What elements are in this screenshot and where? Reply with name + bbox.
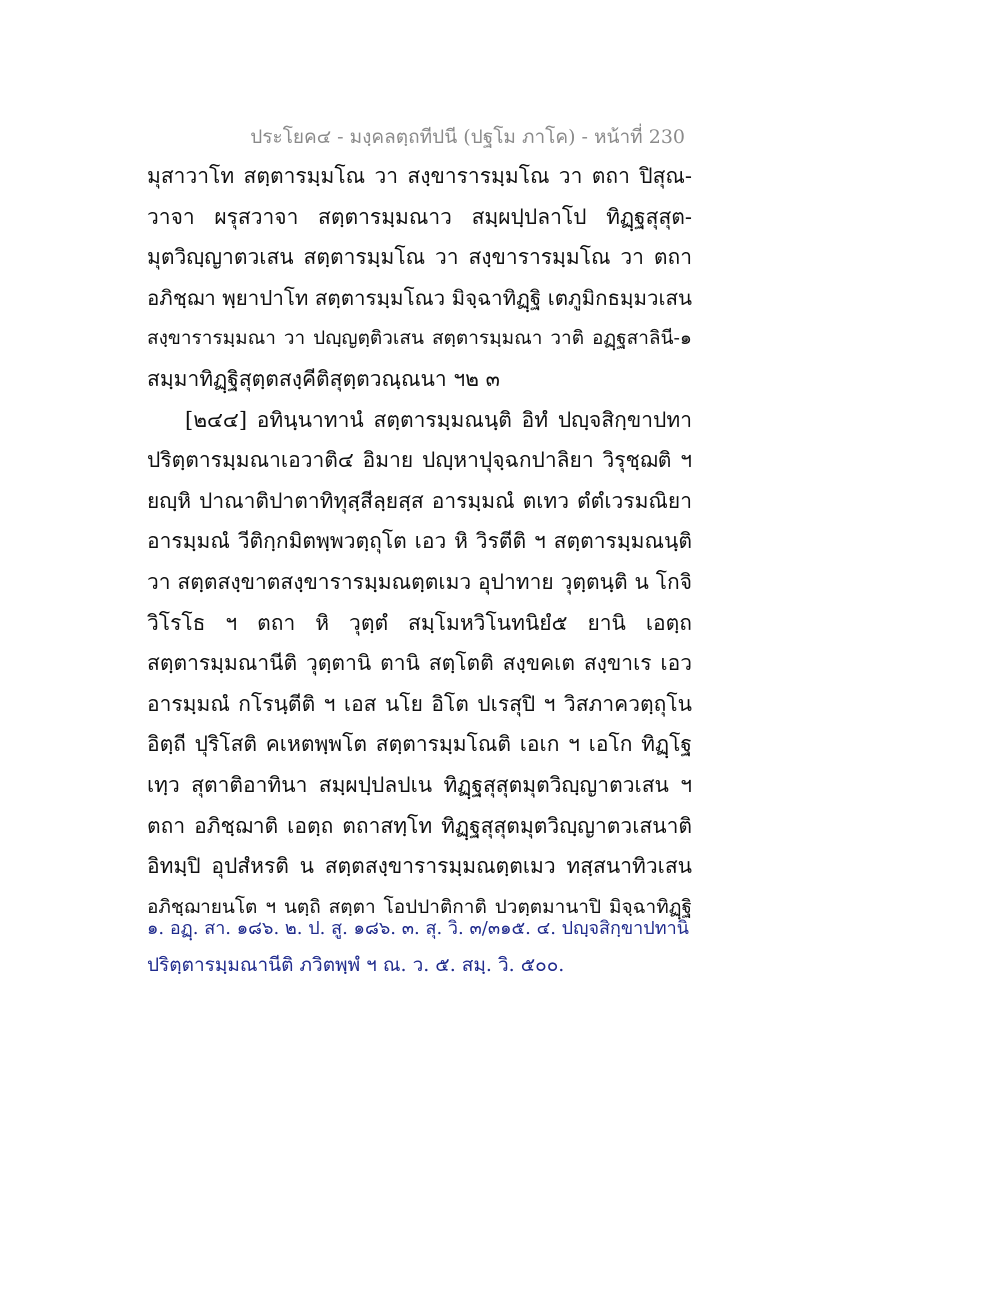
footnotes [147,911,692,983]
text-line: เทฺว สุตาติอาทินา สมฺผปฺปลปเน ทิฏฺฐสุสุตมุตวิญฺญาตวเสน ฯ [147,772,692,797]
text-line: มุสาวาโท สตฺตารมฺมโณ วา สงฺขารารมฺมโณ วา ตถา ปิสุณ- [147,164,692,188]
text-line: อิตฺถี ปุริโสติ คเหตพฺพโต สตฺตารมฺมโณติ เอเก ฯ เอโก ทิฏฺโฐ [147,732,692,757]
text-line: ตถา อภิชฺฌาติ เอตฺถ ตถาสทฺโท ทิฏฺฐสุสุตมุตวิญฺญาตวเสนาติ [147,813,692,838]
text-line: ปริตฺตารมฺมณาเอวาติ๔ อิมาย ปญฺหาปุจฺฉกปาลิยา วิรุชฺฌติ ฯ [147,448,692,473]
text-line: อิทมฺปิ อุปสํหรติ น สตฺตสงฺขารารมฺมณตฺตเมว ทสฺสนาทิวเสน [147,854,692,879]
text-line: ยญฺหิ ปาณาติปาตาทิทุสฺสีลฺยสฺส อารมฺมณํ ตเทว ตํตํเวรมณิยา [147,488,692,513]
text-line: มุตวิญฺญาตวเสน สตฺตารมฺมโณ วา สงฺขารารมฺมโณ วา ตถา [147,245,692,270]
text-line: วิโรโธ ฯ ตถา หิ วุตฺตํ สมฺโมหวิโนทนิยํ๕ ยานิ เอตฺถ [147,610,692,635]
text-line: สงฺขารารมฺมณา วา ปญฺญตฺติวเสน สตฺตารมฺมณา วาติ อฏฺฐสาลินี-๑ [147,327,692,350]
text-line: สตฺตารมฺมณานีติ วุตฺตานิ ตานิ สตฺโตติ สงฺขคเต สงฺขาเร เอว [147,651,692,676]
text-line: อภิชฺฌา พฺยาปาโท สตฺตารมฺมโณว มิจฺฉาทิฏฺฐิ เตภูมิกธมฺมวเสน [147,285,693,310]
text-line: วา สตฺตสงฺขาตสงฺขารารมฺมณตฺตเมว อุปาทาย วุตฺตนฺติ น โกจิ [147,569,692,594]
footnote-line: ๑. อฏฺ. สา. ๑๘๖. ๒. ป. สู. ๑๘๖. ๓. สุ. วิ. ๓/๓๑๕. ๔. ปญฺจสิกฺขาปทานิ [147,918,689,939]
text-line: อารมฺมณํ กโรนฺตีติ ฯ เอส นโย อิโต ปเรสุปิ ฯ วิสภาควตฺถุโน [147,691,692,716]
text-line: อารมฺมณํ วีติกฺกมิตพฺพวตฺถุโต เอว หิ วิรตีติ ฯ สตฺตารมฺมณนฺติ [147,529,692,554]
text-line: วาจา ผรุสวาจา สตฺตารมฺมณาว สมฺผปฺปลาโป ทิฏฺฐสุสุต- [147,204,692,229]
footnote-line: ปริตฺตารมฺมณานีติ ภวิตพฺพํ ฯ ณ. ว. ๕. สมฺ. วิ. ๕๐๐. [147,954,565,976]
paragraph-start-line: [๒๔๔] อทินฺนาทานํ สตฺตารมฺมณนฺติ อิทํ ปญฺจสิกฺขาปทา [185,407,692,432]
running-header: ประโยค๔ - มงฺคลตฺถทีปนี (ปฐโม ภาโค) - หน้าที่ 230 [250,126,685,148]
text-line: สมฺมาทิฏฺฐิสุตฺตสงฺคีติสุตฺตวณฺณนา ฯ๒ ๓ [147,366,501,391]
text-line: อภิชฺฌายนโต ฯ นตฺถิ สตฺตา โอปปาติกาติ ปวตฺตมานาปิ มิจฺฉาทิฏฺฐิ [147,895,692,918]
body-text [147,156,692,927]
